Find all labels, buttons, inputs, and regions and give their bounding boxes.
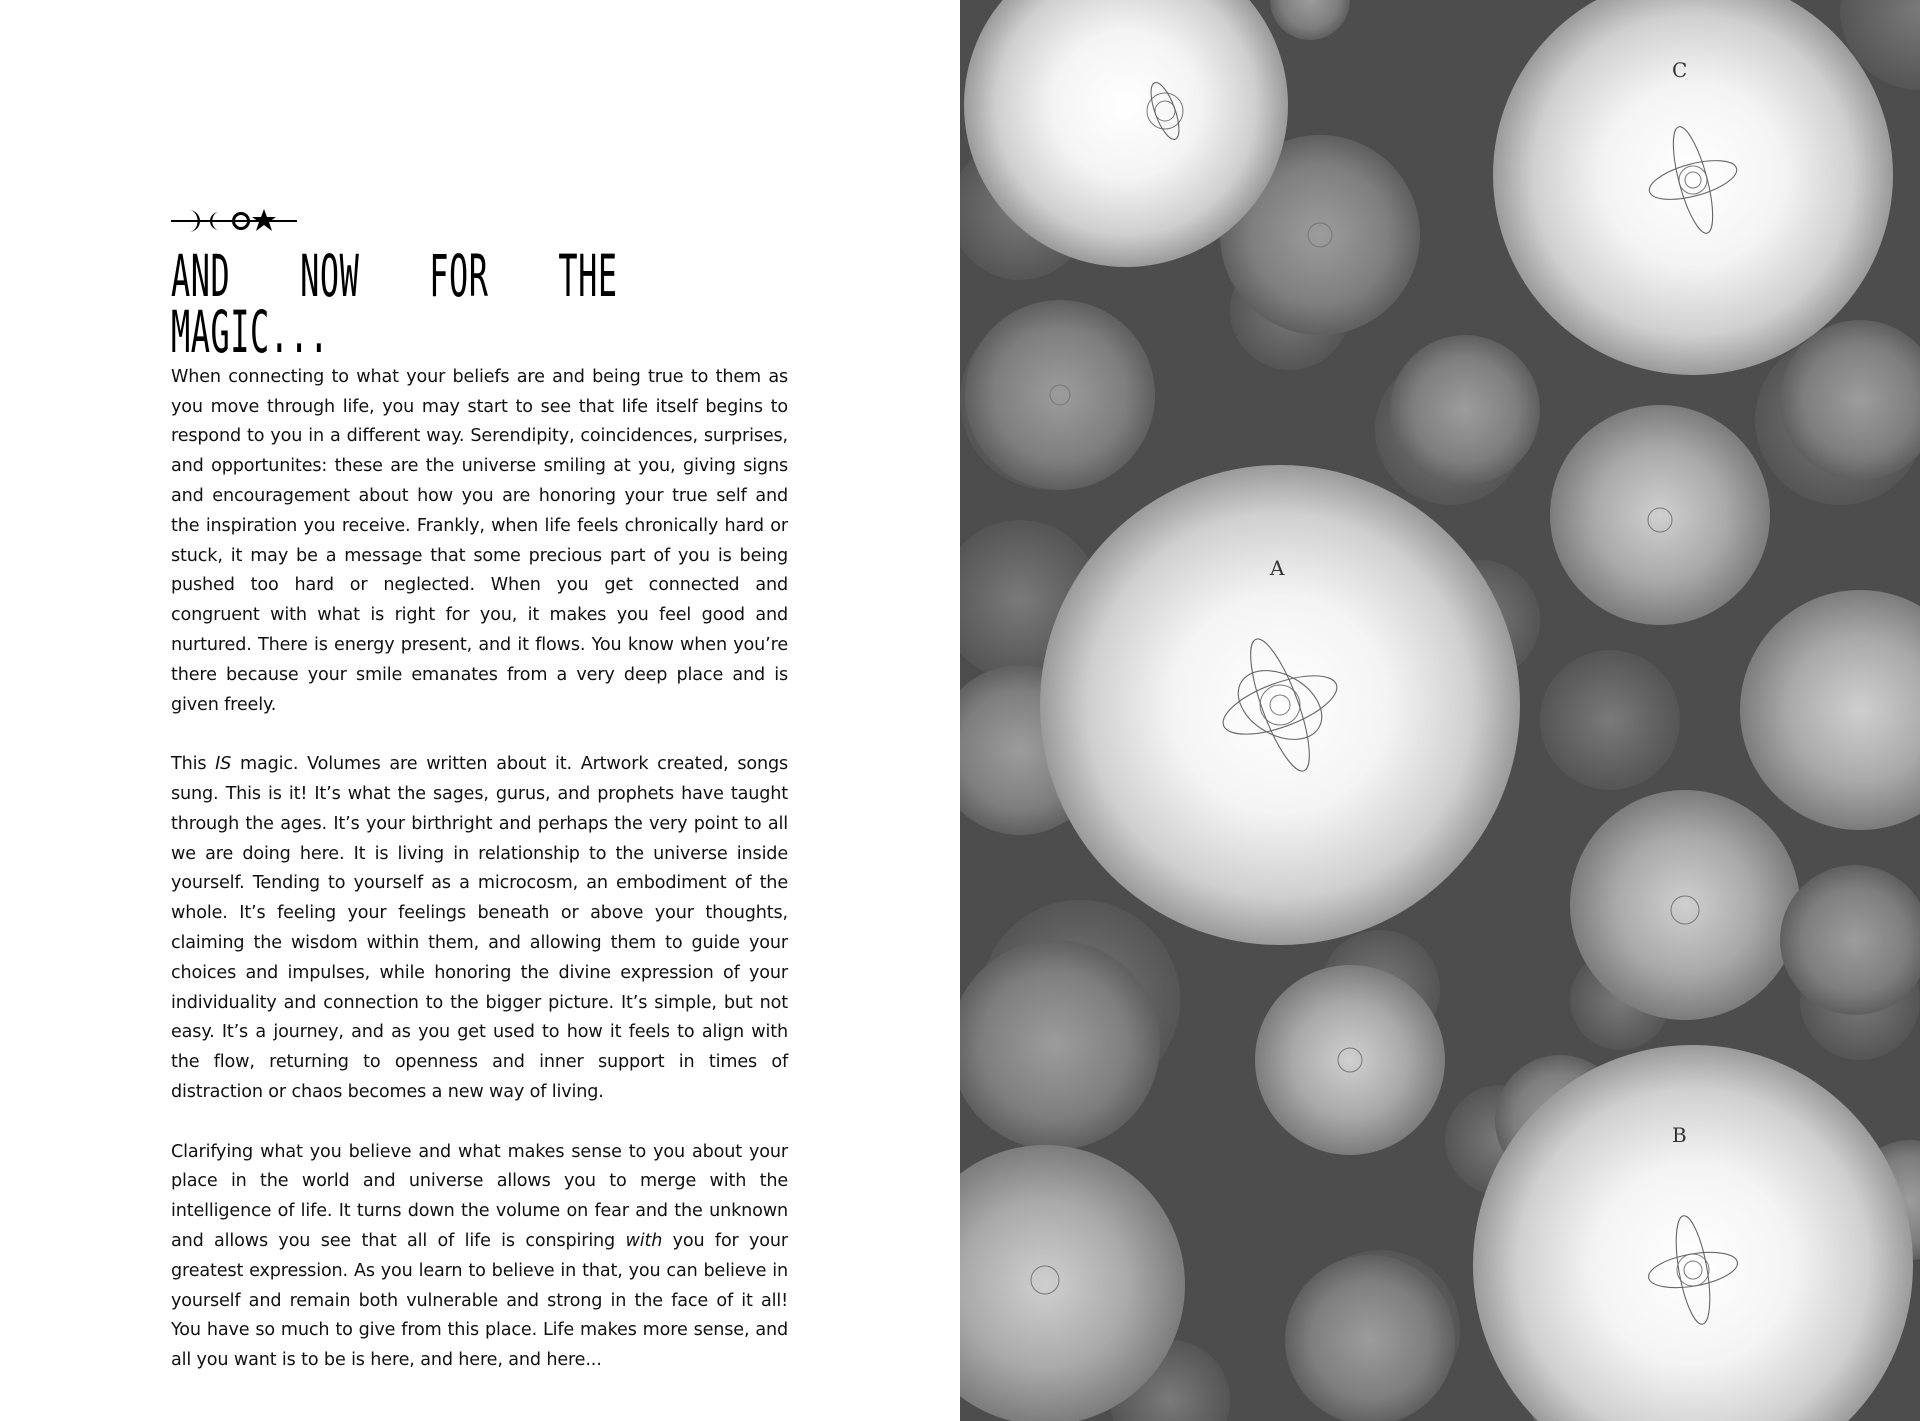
paragraph-3 <box>171 1138 788 1376</box>
paragraph-3-emphasis: with <box>625 1230 663 1251</box>
nebula-spheres-illustration <box>960 0 1920 1421</box>
paragraph-2-text-start: This <box>171 754 216 775</box>
plate-label-b: B <box>1672 1123 1687 1147</box>
paragraph-1-text: When connecting to what your beliefs are and being true to them as you move through life, you may start to see that life itself begins to respond to you in a different way. Serendipity, coincidences, surprises, and opportunites: these are the universe smiling at you, giving signs and encouragement about how you are honoring your true self and the inspiration you receive. Frankly, when life feels chronically hard or stuck, it may be a message that some precious part of you is being pushed too hard or neglected. When you get connected and congruent with what is right for you, it makes you feel good and nurtured. There is energy present, and it flows. You know when you’re there because your smile emanates from a very deep place and is given freely. <box>171 366 788 715</box>
body-text <box>171 242 789 1406</box>
paragraph-2-text-end: magic. Volumes are written about it. Artwork created, songs sung. This is it! It’s what the sages, gurus, and prophets have taught through the ages. It’s your birthright and perhaps the very point to all we are doing here. It is living in relationship to the universe inside yourself. Tending to yourself as a microcosm, an embodiment of the whole. It’s feeling your feelings beneath or above your thoughts, claiming the wisdom within them, and allowing them to guide your choices and impulses, while honoring the divine expression of your individuality and connection to the bigger picture. It’s simple, but not easy. It’s a journey, and as you get used to how it feels to align with the flow, returning to openness and inner support in times of distraction or chaos becomes a new way of living. <box>171 754 789 1102</box>
paragraph-1 <box>171 242 788 720</box>
plate-label-a: A <box>1270 556 1285 580</box>
plate-label-c: C <box>1672 58 1688 82</box>
moon-sun-star-ornament-icon <box>171 206 297 236</box>
paragraph-2-emphasis: IS <box>215 754 232 775</box>
chapter-heading: AND NOW FOR THE MAGIC... <box>171 242 618 366</box>
paragraph-3-text-end: you for your greatest expression. As you learn to believe in that, you can believe in yourself and remain both vulnerable and strong in the face of it all! You have so much to give from this place. Life makes more sense, and all you want is to be is here, and here, and here... <box>171 1230 789 1371</box>
paragraph-2 <box>171 750 788 1108</box>
paragraph-3-text-start: Clarifying what you believe and what makes sense to you about your place in the world and universe allows you to merge with the intelligence of life. It turns down the volume on fear and the unknown and allows you see that all of life is conspiring <box>171 1141 788 1251</box>
cosmic-illustration-plate <box>960 0 1920 1421</box>
